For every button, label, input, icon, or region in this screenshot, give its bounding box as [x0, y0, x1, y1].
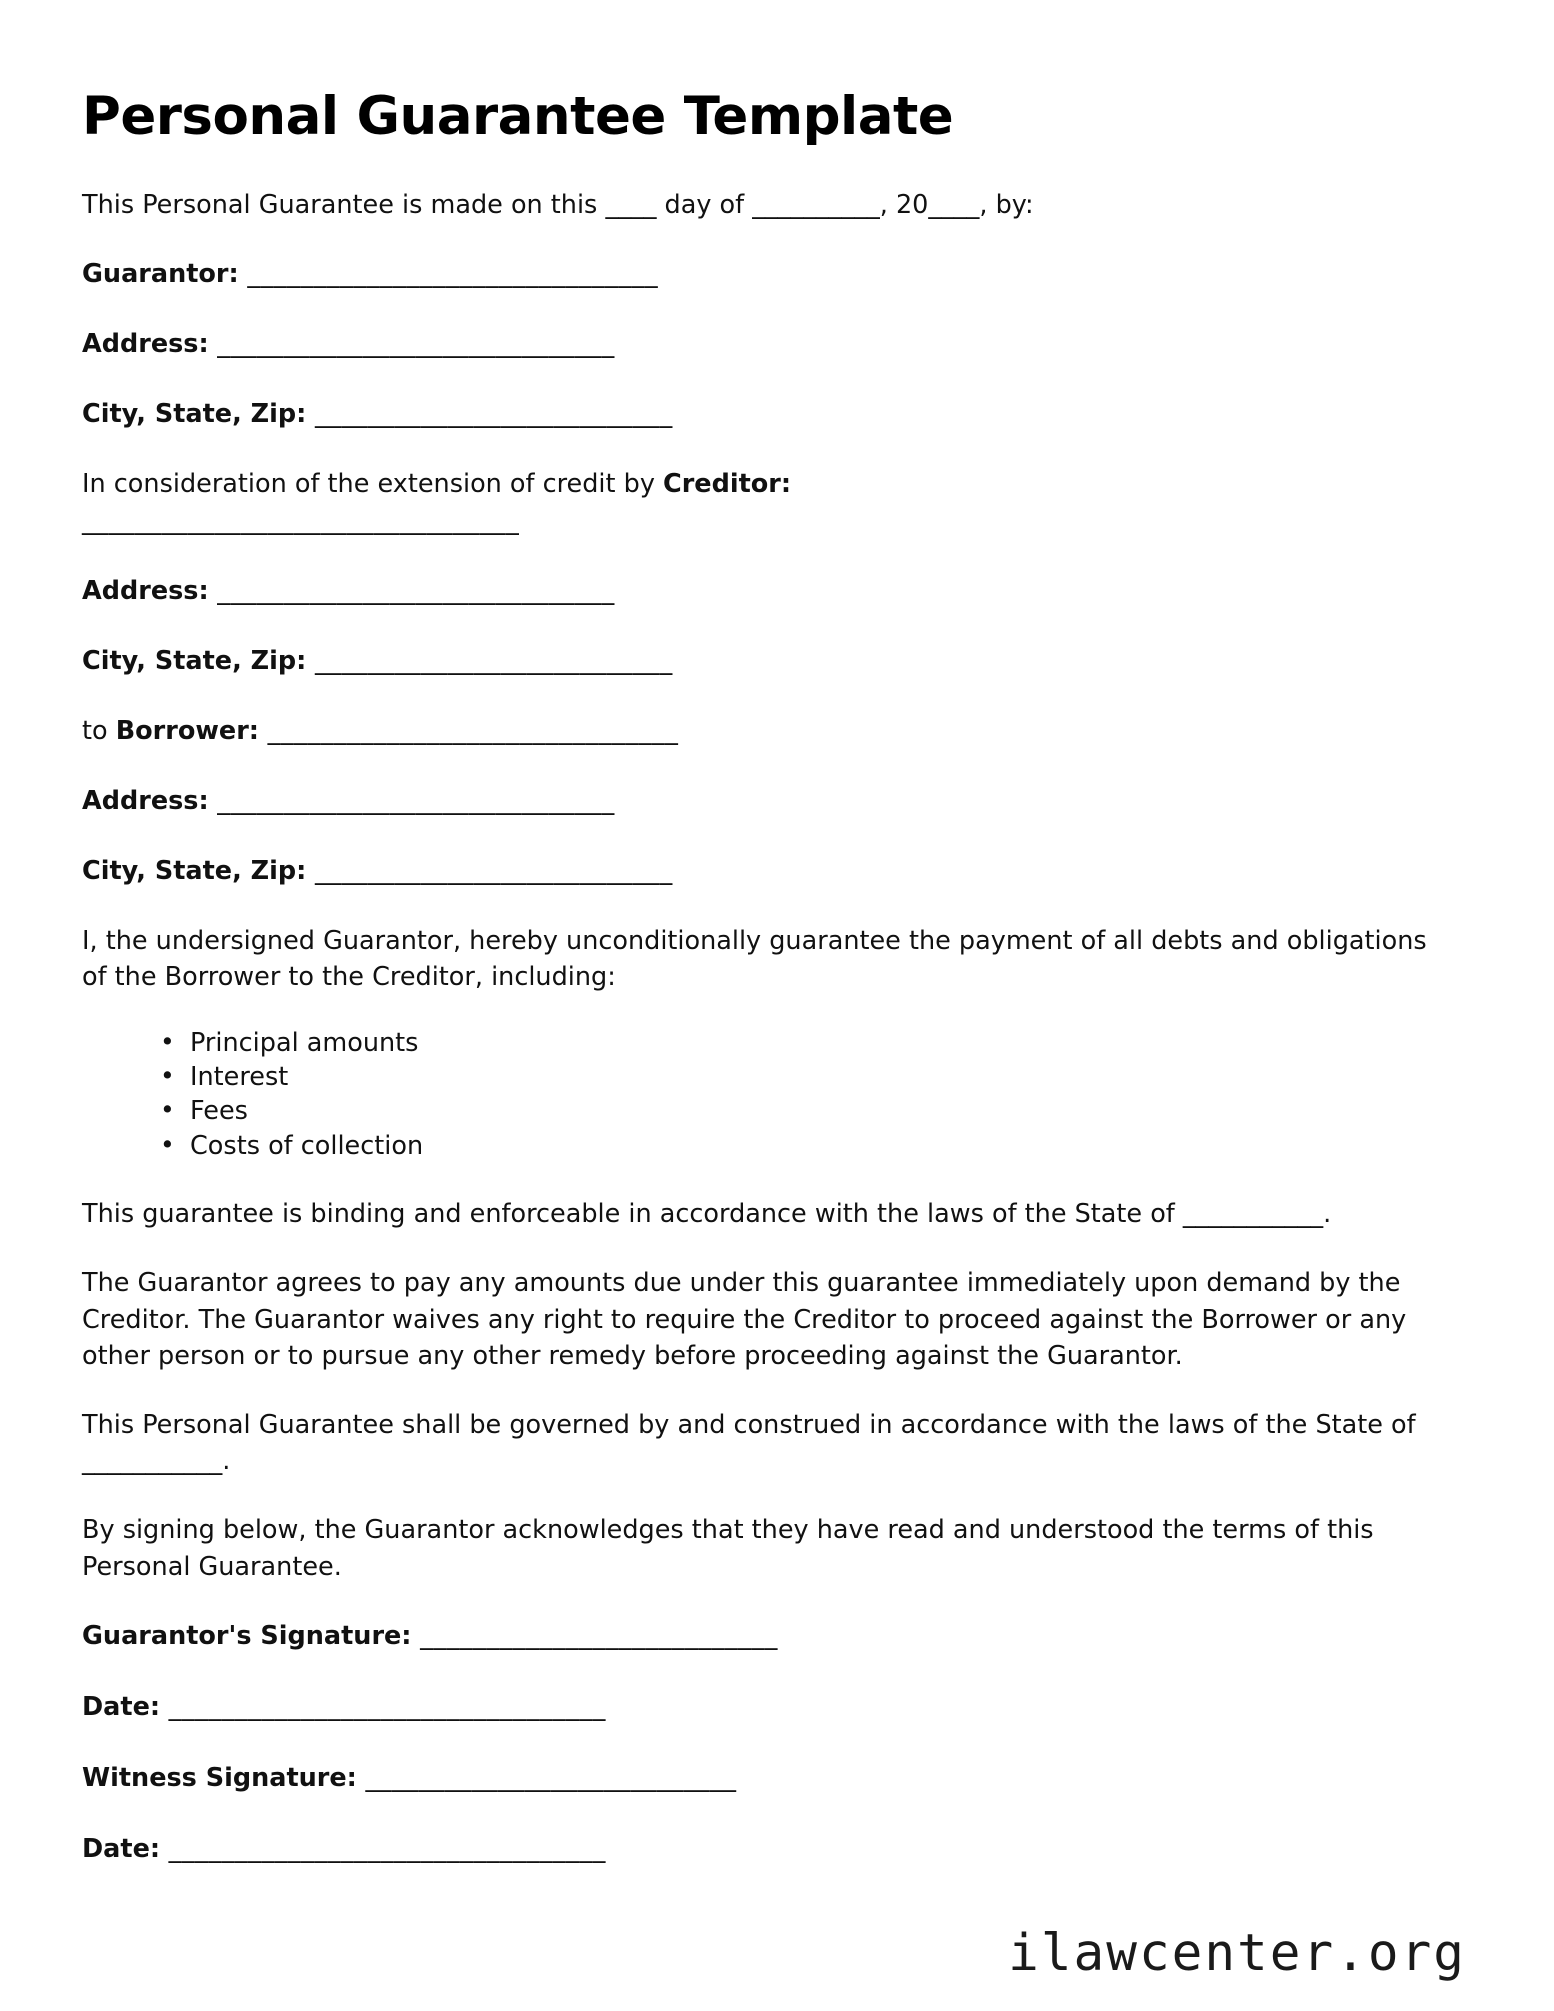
borrower-label: Borrower:: [115, 716, 259, 747]
intro-paragraph: This Personal Guarantee is made on this ____ day of __________, 20____, by:: [82, 190, 1034, 221]
creditor-name-blank[interactable]: _________________________________: [82, 506, 520, 537]
acknowledgement-paragraph: By signing below, the Guarantor acknowledges that they have read and understood the terms of this Personal Guarantee.: [82, 1515, 1374, 1582]
guarantor-address-label: Address:: [82, 329, 209, 360]
borrower-name-blank[interactable]: _______________________________: [258, 716, 679, 747]
signature-block: [82, 1618, 1454, 1868]
list-item: • Principal amounts: [160, 1026, 1454, 1060]
binding-paragraph: This guarantee is binding and enforceable in accordance with the laws of the State of ___________.: [82, 1199, 1332, 1230]
guarantor-city-label: City, State, Zip:: [82, 399, 307, 430]
guarantor-signature-field: [82, 1618, 1454, 1655]
creditor-address-blank[interactable]: ______________________________: [208, 576, 615, 607]
borrower-lead-text: to: [82, 716, 116, 747]
page-title: Personal Guarantee Template: [82, 86, 954, 147]
creditor-lead-text: In consideration of the extension of credit by: [82, 469, 664, 500]
borrower-city-field: [82, 853, 1454, 890]
guarantor-city-blank[interactable]: ___________________________: [306, 399, 673, 430]
list-item: • Fees: [160, 1094, 1454, 1128]
guarantor-signature-label: Guarantor's Signature:: [82, 1620, 412, 1651]
guarantor-date-field: [82, 1689, 1454, 1726]
site-watermark: ilawcenter.org: [1008, 1924, 1466, 1983]
obligations-list: [82, 1026, 1454, 1164]
borrower-name-field: [82, 713, 1454, 750]
guarantor-address-blank[interactable]: ______________________________: [208, 329, 615, 360]
witness-signature-label: Witness Signature:: [82, 1762, 357, 1793]
witness-signature-field: [82, 1760, 1454, 1797]
borrower-city-label: City, State, Zip:: [82, 856, 307, 887]
governing-paragraph: This Personal Guarantee shall be governed by and construed in accordance with the laws of the State of ___________.: [82, 1410, 1416, 1477]
guarantor-date-blank[interactable]: _________________________________: [160, 1691, 606, 1722]
list-item: • Costs of collection: [160, 1129, 1454, 1163]
creditor-address-field: [82, 573, 1454, 610]
demand-paragraph: The Guarantor agrees to pay any amounts due under this guarantee immediately upon demand by the Creditor. The Guarantor waives any right to require the Creditor to proceed against the Borrower or any other person or to pursue any other remedy before proceeding against the Guarantor.: [82, 1268, 1407, 1371]
witness-date-field: [82, 1831, 1454, 1868]
guarantor-address-field: [82, 326, 1454, 363]
witness-date-label: Date:: [82, 1833, 161, 1864]
creditor-city-label: City, State, Zip:: [82, 646, 307, 677]
borrower-address-label: Address:: [82, 786, 209, 817]
borrower-address-field: [82, 783, 1454, 820]
creditor-name-field: [82, 466, 1454, 540]
guarantor-name-blank[interactable]: _______________________________: [238, 259, 659, 290]
borrower-address-blank[interactable]: ______________________________: [208, 786, 615, 817]
guarantee-paragraph: I, the undersigned Guarantor, hereby unconditionally guarantee the payment of all debts and obligations of the Borrower to the Creditor, including:: [82, 926, 1427, 993]
guarantor-name-field: [82, 256, 1454, 293]
witness-date-blank[interactable]: _________________________________: [160, 1833, 606, 1864]
borrower-city-blank[interactable]: ___________________________: [306, 856, 673, 887]
witness-signature-blank[interactable]: ____________________________: [356, 1762, 737, 1793]
creditor-city-field: [82, 643, 1454, 680]
creditor-label: Creditor:: [663, 469, 792, 500]
creditor-city-blank[interactable]: ___________________________: [306, 646, 673, 677]
list-item: • Interest: [160, 1060, 1454, 1094]
creditor-address-label: Address:: [82, 576, 209, 607]
guarantor-date-label: Date:: [82, 1691, 161, 1722]
guarantor-signature-blank[interactable]: ___________________________: [411, 1620, 778, 1651]
guarantor-name-label: Guarantor:: [82, 259, 239, 290]
guarantor-city-field: [82, 396, 1454, 433]
